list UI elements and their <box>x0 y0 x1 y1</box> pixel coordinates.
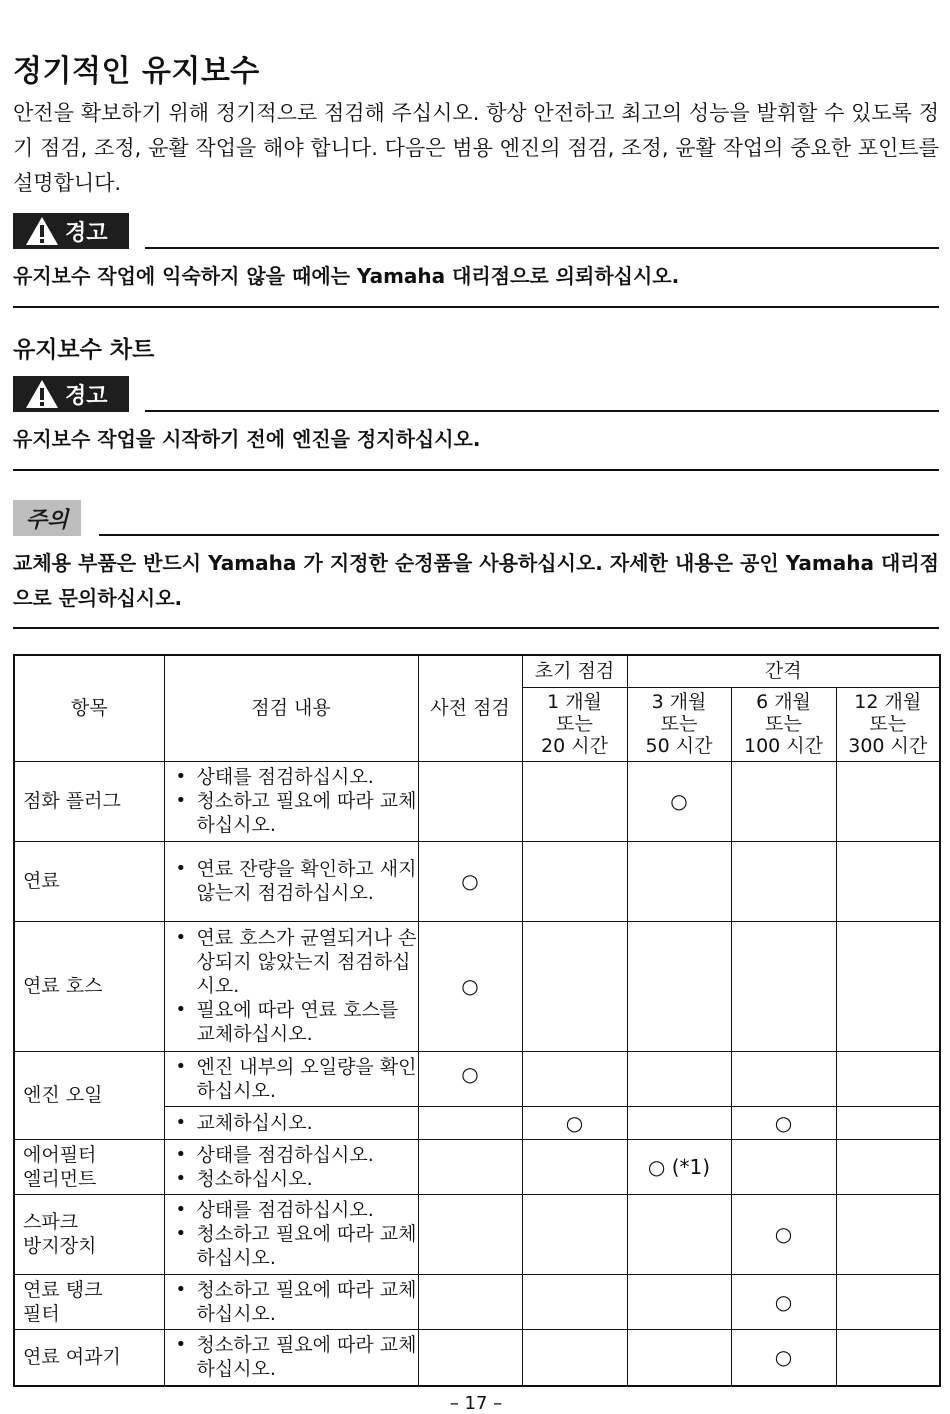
header-pre-check: 사전 점검 <box>418 655 522 761</box>
mark-pre <box>418 1194 522 1274</box>
mark-1-month <box>522 761 627 841</box>
header-initial-check: 초기 점검 <box>522 655 627 687</box>
header-6-months: 6 개월 또는 100 시간 <box>731 687 836 761</box>
mark-pre: ○ <box>418 921 522 1051</box>
maintenance-chart-table <box>13 654 941 1387</box>
header-interval: 간격 <box>627 655 940 687</box>
row-description: • 엔진 내부의 오일량을 확인하십시오. <box>164 1051 418 1106</box>
mark-3-months <box>627 1106 731 1139</box>
mark-12-months <box>836 1274 940 1329</box>
warning-text-2: 유지보수 작업을 시작하기 전에 엔진을 정지하십시오. <box>13 427 481 451</box>
mark-12-months <box>836 1139 940 1194</box>
mark-12-months <box>836 1194 940 1274</box>
row-item: 엔진 오일 <box>14 1051 164 1139</box>
row-item: 점화 플러그 <box>14 761 164 841</box>
page-number: – 17 – <box>449 1393 503 1414</box>
mark-12-months <box>836 841 940 921</box>
table-row <box>14 921 940 1051</box>
divider <box>13 306 939 308</box>
mark-pre <box>418 761 522 841</box>
mark-12-months <box>836 1329 940 1386</box>
mark-3-months <box>627 1329 731 1386</box>
mark-6-months <box>731 841 836 921</box>
warning-label: 경고 <box>65 383 108 409</box>
mark-1-month <box>522 1139 627 1194</box>
mark-3-months <box>627 1274 731 1329</box>
row-item: 스파크 방지장치 <box>14 1194 164 1274</box>
row-item: 연료 여과기 <box>14 1329 164 1386</box>
row-description: • 상태를 점검하십시오. • 청소하고 필요에 따라 교체하십시오. <box>164 761 418 841</box>
header-3-months: 3 개월 또는 50 시간 <box>627 687 731 761</box>
mark-pre <box>418 1274 522 1329</box>
mark-pre: ○ <box>418 1051 522 1106</box>
table-row <box>14 841 940 921</box>
mark-12-months <box>836 1106 940 1139</box>
mark-pre <box>418 1106 522 1139</box>
mark-3-months: ○ (*1) <box>627 1139 731 1194</box>
header-12-months: 12 개월 또는 300 시간 <box>836 687 940 761</box>
row-description: • 상태를 점검하십시오. • 청소하고 필요에 따라 교체하십시오. <box>164 1194 418 1274</box>
mark-6-months <box>731 1139 836 1194</box>
row-description: • 교체하십시오. <box>164 1106 418 1139</box>
mark-3-months <box>627 841 731 921</box>
mark-6-months: ○ <box>731 1194 836 1274</box>
warning-badge <box>13 376 129 412</box>
warning-text-1: 유지보수 작업에 익숙하지 않을 때에는 Yamaha 대리점으로 의뢰하십시오. <box>13 264 680 288</box>
row-item: 에어필터 엘리먼트 <box>14 1139 164 1194</box>
chart-heading: 유지보수 차트 <box>13 337 155 363</box>
table-row <box>14 1051 940 1106</box>
warning-triangle-icon <box>25 216 59 246</box>
warning-header-2 <box>13 376 939 414</box>
warning-label: 경고 <box>65 220 108 246</box>
mark-6-months: ○ <box>731 1329 836 1386</box>
row-description: • 청소하고 필요에 따라 교체하십시오. <box>164 1329 418 1386</box>
row-description: • 청소하고 필요에 따라 교체하십시오. <box>164 1274 418 1329</box>
row-description: • 연료 호스가 균열되거나 손상되지 않았는지 점검하십시오. • 필요에 따라 연료 호스를 교체하십시오. <box>164 921 418 1051</box>
caution-header <box>13 500 939 538</box>
mark-3-months: ○ <box>627 761 731 841</box>
warning-triangle-icon <box>25 379 59 409</box>
mark-pre <box>418 1139 522 1194</box>
mark-6-months <box>731 921 836 1051</box>
mark-6-months: ○ <box>731 1106 836 1139</box>
divider <box>13 469 939 471</box>
divider <box>13 627 939 629</box>
mark-3-months <box>627 1051 731 1106</box>
mark-12-months <box>836 1051 940 1106</box>
mark-pre <box>418 1329 522 1386</box>
header-content: 점검 내용 <box>164 655 418 761</box>
table-row <box>14 761 940 841</box>
row-description: • 상태를 점검하십시오. • 청소하십시오. <box>164 1139 418 1194</box>
header-rule <box>145 410 939 412</box>
table-row <box>14 1274 940 1329</box>
mark-6-months <box>731 1051 836 1106</box>
warning-header-1 <box>13 213 939 251</box>
page-title: 정기적인 유지보수 <box>13 54 260 89</box>
row-item: 연료 호스 <box>14 921 164 1051</box>
mark-1-month <box>522 1194 627 1274</box>
header-1-month: 1 개월 또는 20 시간 <box>522 687 627 761</box>
mark-1-month <box>522 921 627 1051</box>
mark-1-month <box>522 841 627 921</box>
row-description: • 연료 잔량을 확인하고 새지 않는지 점검하십시오. <box>164 841 418 921</box>
mark-1-month <box>522 1329 627 1386</box>
caution-text: 교체용 부품은 반드시 Yamaha 가 지정한 순정품을 사용하십시오. 자세한 내용은 공인 Yamaha 대리점으로 문의하십시오. <box>13 551 939 610</box>
table-row <box>14 1139 940 1194</box>
warning-badge <box>13 213 129 249</box>
mark-1-month <box>522 1274 627 1329</box>
header-item: 항목 <box>14 655 164 761</box>
mark-12-months <box>836 921 940 1051</box>
table-row <box>14 1329 940 1386</box>
table-row <box>14 1194 940 1274</box>
mark-1-month: ○ <box>522 1106 627 1139</box>
mark-1-month <box>522 1051 627 1106</box>
mark-3-months <box>627 921 731 1051</box>
mark-pre: ○ <box>418 841 522 921</box>
row-item: 연료 <box>14 841 164 921</box>
mark-3-months <box>627 1194 731 1274</box>
header-rule <box>145 247 939 249</box>
header-rule <box>99 534 939 536</box>
row-item: 연료 탱크 필터 <box>14 1274 164 1329</box>
caution-badge: 주의 <box>13 500 81 536</box>
mark-6-months: ○ <box>731 1274 836 1329</box>
mark-12-months <box>836 761 940 841</box>
mark-6-months <box>731 761 836 841</box>
intro-paragraph: 안전을 확보하기 위해 정기적으로 점검해 주십시오. 항상 안전하고 최고의 성능을 발휘할 수 있도록 정기 점검, 조정, 윤활 작업을 해야 합니다. 다음은 범용 엔진의 점검, 조정, 윤활 작업의 중요한 포인트를 설명합니다. <box>13 101 939 195</box>
